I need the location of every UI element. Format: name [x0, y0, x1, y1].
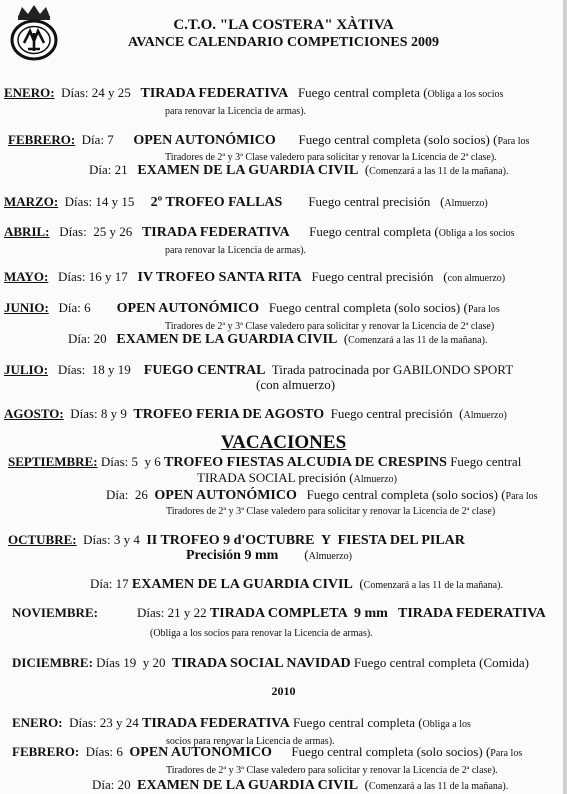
- text-segment: (: [352, 576, 364, 591]
- text-segment: Fuego central precisión (: [324, 406, 464, 421]
- text-segment: Fuego central completa (Comida): [350, 655, 530, 670]
- club-title: C.T.O. "LA COSTERA" XÀTIVA: [173, 17, 394, 33]
- text-segment: Obliga a los: [422, 719, 471, 730]
- text-segment: Día: 17: [90, 576, 132, 591]
- text-segment: (: [278, 547, 309, 562]
- text-segment: (con almuerzo): [256, 377, 336, 392]
- text-segment: EXAMEN DE LA GUARDIA CIVIL: [137, 163, 359, 178]
- text-segment: Fuego central completa (solo socios) (: [296, 487, 506, 502]
- text-segment: 2º TROFEO FALLAS: [150, 195, 283, 210]
- calendar-line: [12, 654, 529, 672]
- text-segment: ENERO:: [12, 715, 63, 730]
- text-segment: Tirada patrocinada por GABILONDO SPORT: [265, 362, 514, 377]
- text-segment: Tiradores de 2ª y 3ª Clase valedero para solicitar y renovar la Licencia de 2ª clase).: [165, 152, 497, 163]
- text-segment: SEPTIEMBRE:: [8, 454, 98, 469]
- text-segment: Tiradores de 2ª y 3ª Clase valedero para solicitar y renovar la Licencia de 2ª clase).: [166, 765, 498, 776]
- text-segment: Almuerzo): [444, 198, 488, 209]
- calendar-line: [4, 405, 507, 423]
- text-segment: Día: 6: [48, 300, 117, 315]
- text-segment: EXAMEN DE LA GUARDIA CIVIL: [131, 577, 353, 592]
- calendar-line: [12, 714, 471, 732]
- calendar-line: [4, 193, 488, 211]
- calendar-line: [165, 240, 306, 258]
- calendar-line: [150, 623, 373, 641]
- text-segment: MAYO:: [4, 269, 49, 284]
- text-segment: TIRADA SOCIAL NAVIDAD: [172, 656, 351, 671]
- text-segment: Días: 14 y 15: [58, 194, 151, 209]
- text-segment: Día: 20: [92, 777, 138, 792]
- text-segment: Almuerzo): [308, 551, 352, 562]
- vacaciones-heading: VACACIONES: [220, 432, 347, 453]
- text-segment: MARZO:: [4, 194, 59, 209]
- text-segment: Días: 24 y 25: [54, 85, 141, 100]
- text-segment: OCTUBRE:: [8, 532, 77, 547]
- text-segment: Fuego central completa (solo socios) (: [259, 300, 468, 315]
- calendar-line: [68, 330, 487, 348]
- text-segment: TIRADA FEDERATIVA: [140, 86, 289, 101]
- calendar-line: [4, 223, 515, 241]
- text-segment: IV TROFEO SANTA RITA: [137, 270, 302, 285]
- text-segment: JUNIO:: [4, 300, 49, 315]
- calendar-subtitle: AVANCE CALENDARIO COMPETICIONES 2009: [127, 35, 440, 50]
- text-segment: Días: 25 y 26: [49, 224, 142, 239]
- text-segment: OPEN AUTONÓMICO: [133, 133, 276, 148]
- text-segment: OPEN AUTONÓMICO: [154, 488, 297, 503]
- calendar-line: [4, 299, 500, 317]
- text-segment: Fuego central completa (: [289, 224, 439, 239]
- text-segment: Para los: [490, 748, 523, 759]
- calendar-line: [4, 268, 505, 286]
- calendar-line: [12, 604, 546, 622]
- text-segment: Fuego central completa (: [289, 715, 423, 730]
- text-segment: Días 19 y 20: [92, 655, 172, 670]
- text-segment: Días: 23 y 24: [62, 715, 143, 730]
- calendar-line: [90, 575, 503, 593]
- text-segment: Días: 16 y 17: [48, 269, 138, 284]
- text-segment: Días: 5 y 6: [97, 454, 165, 469]
- text-segment: Fuego central completa (: [288, 85, 428, 100]
- text-segment: Almuerzo): [463, 410, 507, 421]
- text-segment: AGOSTO:: [4, 406, 64, 421]
- text-segment: para renovar la Licencia de armas).: [165, 106, 307, 117]
- text-segment: Tiradores de 2ª y 3ª Clase valedero para solicitar y renovar la Licencia de 2ª clase): [165, 321, 495, 332]
- calendar-line: [197, 469, 397, 487]
- text-segment: FEBRERO:: [12, 744, 80, 759]
- text-segment: TROFEO FIESTAS ALCUDIA DE CRESPINS: [164, 455, 447, 470]
- calendar-line: [4, 84, 503, 102]
- text-segment: II TROFEO 9 d'OCTUBRE Y FIESTA DEL PILAR: [146, 533, 465, 548]
- calendar-line: [256, 376, 335, 394]
- calendar-line: [165, 101, 306, 119]
- text-segment: Fuego central completa (solo socios) (: [275, 132, 498, 147]
- calendar-line: [12, 743, 522, 761]
- text-segment: ABRIL:: [4, 224, 50, 239]
- text-segment: Para los: [505, 491, 538, 502]
- text-segment: Días: 21 y 22: [97, 605, 210, 620]
- text-segment: (: [337, 331, 349, 346]
- text-segment: TROFEO FERIA DE AGOSTO: [133, 407, 325, 422]
- text-segment: Obliga a los socios: [427, 89, 504, 100]
- text-segment: Almuerzo): [353, 474, 397, 485]
- text-segment: Día: 21: [89, 162, 138, 177]
- text-segment: Para los: [467, 304, 500, 315]
- text-segment: Fuego central: [446, 454, 522, 469]
- text-segment: TIRADA SOCIAL precisión (: [197, 470, 354, 485]
- text-segment: Comenzará a las 11 de la mañana).: [363, 580, 503, 591]
- text-segment: Días: 3 y 4: [76, 532, 147, 547]
- text-segment: Obliga a los socios: [438, 228, 515, 239]
- text-segment: Para los: [497, 136, 530, 147]
- text-segment: DICIEMBRE:: [12, 655, 93, 670]
- text-segment: (: [358, 777, 369, 792]
- text-segment: Fuego central completa (solo socios) (: [271, 744, 491, 759]
- text-segment: Comenzará a las 11 de la mañana).: [369, 166, 509, 177]
- text-segment: FUEGO CENTRAL: [143, 363, 266, 378]
- text-segment: Comenzará a las 11 de la mañana).: [368, 781, 509, 792]
- text-segment: Precisión 9 mm: [186, 548, 279, 563]
- text-segment: ENERO:: [4, 85, 55, 100]
- text-segment: OPEN AUTONÓMICO: [116, 301, 260, 316]
- text-segment: (: [358, 162, 370, 177]
- calendar-line: [92, 776, 508, 794]
- text-segment: EXAMEN DE LA GUARDIA CIVIL: [137, 778, 359, 793]
- text-segment: OPEN AUTONÓMICO: [129, 745, 272, 760]
- text-segment: Día: 26: [106, 487, 155, 502]
- text-segment: para renovar la Licencia de armas).: [165, 245, 307, 256]
- text-segment: EXAMEN DE LA GUARDIA CIVIL: [116, 332, 338, 347]
- text-segment: Día: 7: [75, 132, 134, 147]
- text-segment: TIRADA FEDERATIVA: [141, 225, 290, 240]
- text-segment: FEBRERO:: [8, 132, 76, 147]
- text-segment: Fuego central precisión (: [282, 194, 445, 209]
- calendar-line: [186, 546, 352, 564]
- calendar-line: [89, 161, 508, 179]
- calendar-line: [166, 501, 495, 519]
- text-segment: (Obliga a los socios para renovar la Licencia de armas).: [150, 628, 373, 639]
- text-segment: Días: 6: [79, 744, 130, 759]
- text-segment: TIRADA COMPLETA 9 mm TIRADA FEDERATIVA: [209, 606, 546, 621]
- year-2010-heading: 2010: [271, 684, 296, 698]
- text-segment: Comenzará a las 11 de la mañana).: [348, 335, 488, 346]
- text-segment: socios para renovar la Licencia de armas).: [166, 736, 335, 747]
- text-segment: Tiradores de 2ª y 3ª Clase valedero para solicitar y renovar la Licencia de 2ª clase): [166, 506, 496, 517]
- text-segment: JULIO:: [4, 362, 49, 377]
- text-segment: Días: 18 y 19: [48, 362, 144, 377]
- text-segment: NOVIEMBRE:: [12, 605, 98, 620]
- text-segment: Días: 8 y 9: [63, 406, 134, 421]
- text-segment: TIRADA FEDERATIVA: [142, 716, 290, 731]
- text-segment: Fuego central precisión (: [301, 269, 448, 284]
- text-segment: con almuerzo): [447, 273, 506, 284]
- text-segment: Día: 20: [68, 331, 117, 346]
